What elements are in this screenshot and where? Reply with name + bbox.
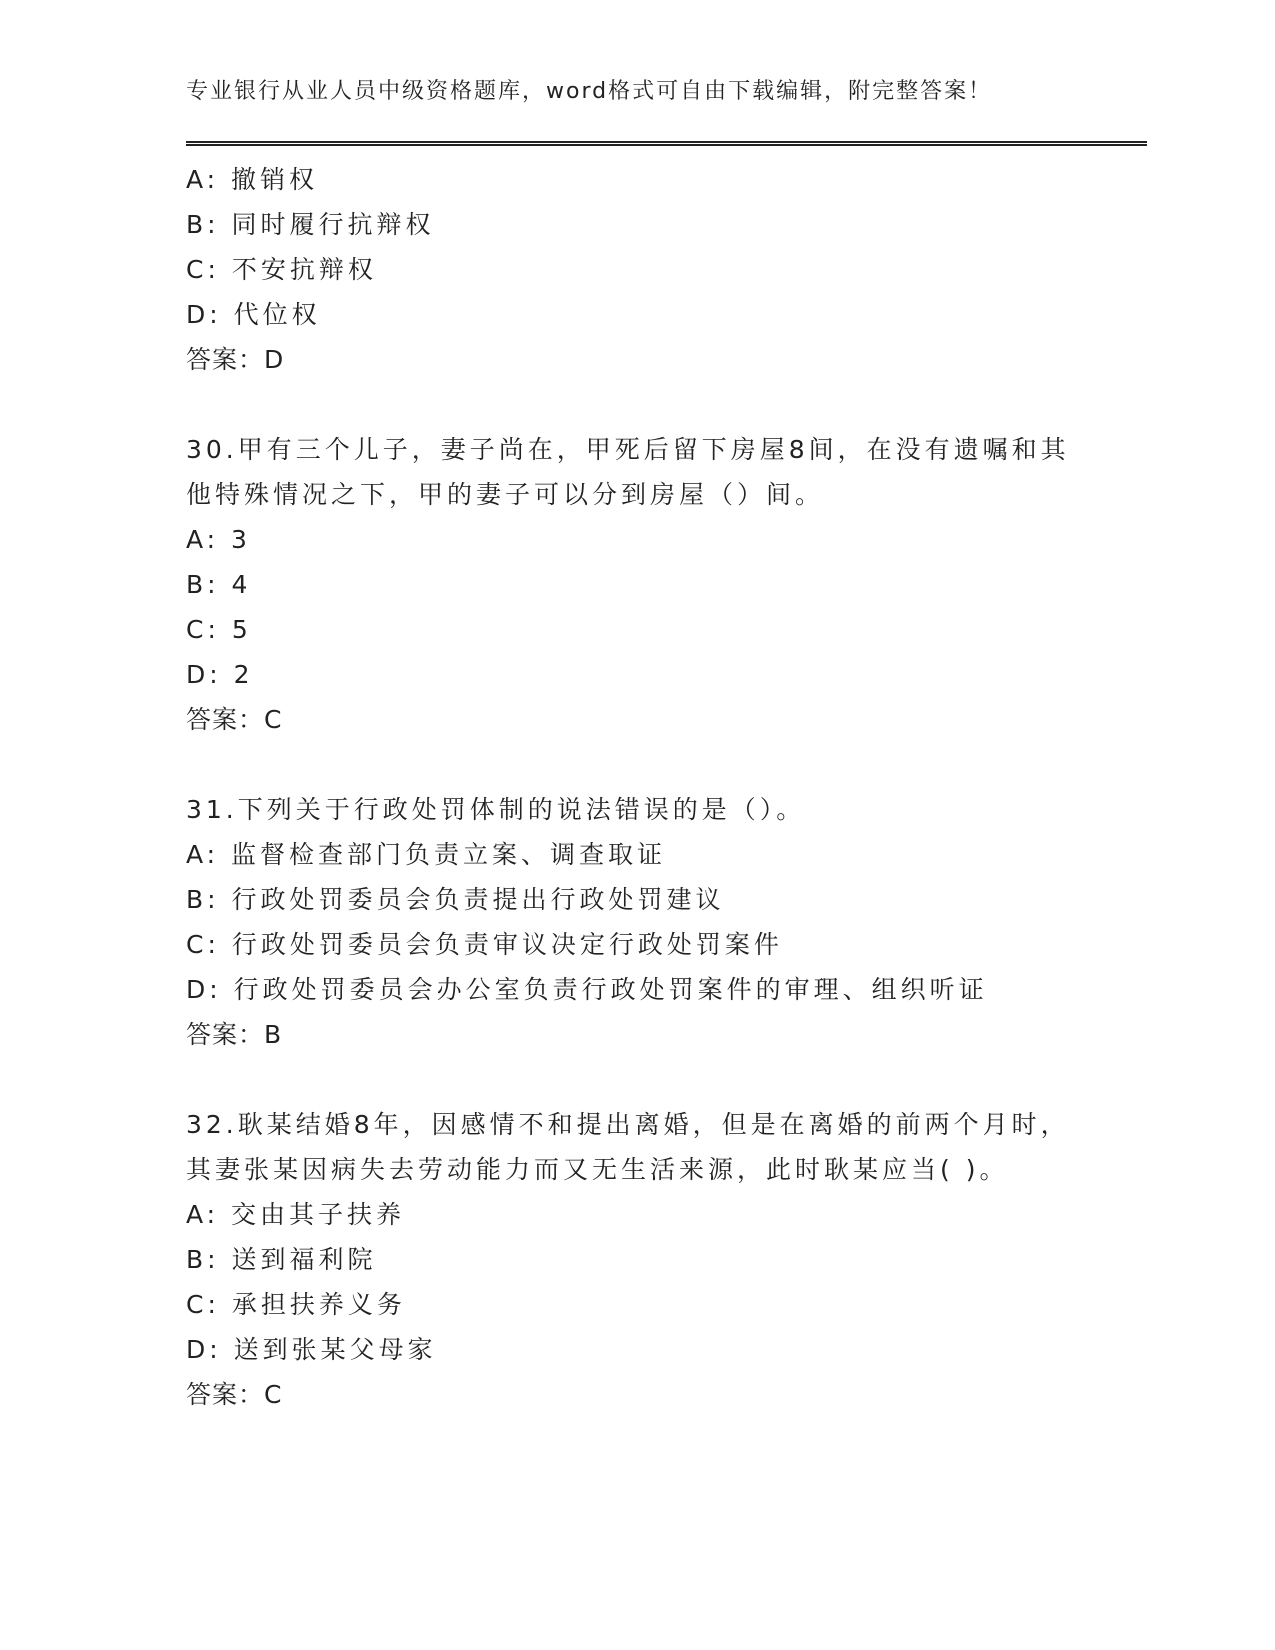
question-text-line: 他特殊情况之下，甲的妻子可以分到房屋（）间。: [186, 480, 825, 509]
answer-line: 答案：C: [186, 705, 283, 734]
question-block-30: [186, 427, 1146, 742]
option-c: C: 5: [186, 615, 252, 644]
question-text-line: 其妻张某因病失去劳动能力而又无生活来源，此时耿某应当( )。: [186, 1155, 1009, 1184]
option-b: B: 4: [186, 570, 252, 599]
header-divider: [186, 141, 1147, 146]
answer-line: 答案：C: [186, 1380, 283, 1409]
question-text-line: 30.甲有三个儿子，妻子尚在，甲死后留下房屋8间，在没有遗嘱和其: [186, 435, 1070, 464]
page-header: 专业银行从业人员中级资格题库，word格式可自由下载编辑，附完整答案！: [186, 79, 993, 104]
option-b: B: 送到福利院: [186, 1245, 377, 1274]
option-a: A: 交由其子扶养: [186, 1200, 406, 1229]
answer-line: 答案：D: [186, 345, 285, 374]
question-block-partial: [186, 157, 1146, 382]
option-c: C: 行政处罚委员会负责审议决定行政处罚案件: [186, 930, 783, 959]
question-list: [186, 157, 1146, 1417]
option-c: C: 承担扶养义务: [186, 1290, 406, 1319]
question-block-31: [186, 787, 1146, 1057]
question-block-32: [186, 1102, 1146, 1417]
question-text-line: 31.下列关于行政处罚体制的说法错误的是（）。: [186, 795, 806, 824]
option-a: A: 撤销权: [186, 165, 319, 194]
answer-line: 答案：B: [186, 1020, 283, 1049]
option-c: C: 不安抗辩权: [186, 255, 377, 284]
option-b: B: 行政处罚委员会负责提出行政处罚建议: [186, 885, 725, 914]
option-d: D: 行政处罚委员会办公室负责行政处罚案件的审理、组织听证: [186, 975, 988, 1004]
option-a: A: 监督检查部门负责立案、调查取证: [186, 840, 667, 869]
option-d: D: 2: [186, 660, 254, 689]
question-text-line: 32.耿某结婚8年，因感情不和提出离婚，但是在离婚的前两个月时，: [186, 1110, 1070, 1139]
option-b: B: 同时履行抗辩权: [186, 210, 435, 239]
option-a: A: 3: [186, 525, 251, 554]
option-d: D: 代位权: [186, 300, 321, 329]
option-d: D: 送到张某父母家: [186, 1335, 437, 1364]
